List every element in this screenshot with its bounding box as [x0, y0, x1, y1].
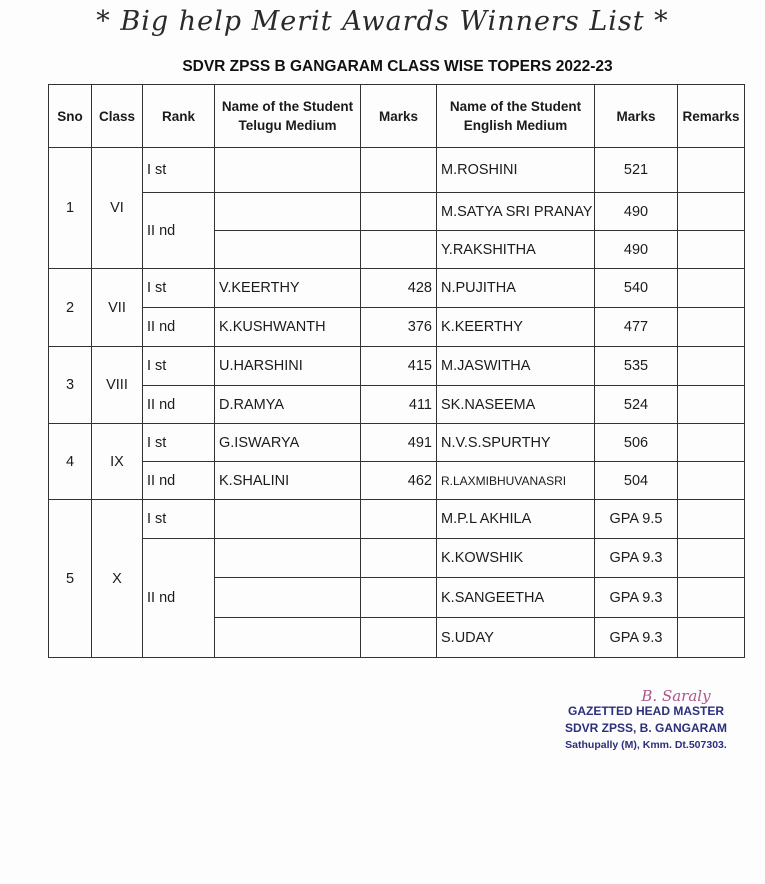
english-marks-cell: GPA 9.3: [595, 539, 678, 578]
remarks-cell: [678, 308, 745, 347]
remarks-cell: [678, 424, 745, 462]
telugu-marks-cell: [361, 193, 437, 231]
rank-cell: I st: [143, 269, 215, 308]
rank-cell: I st: [143, 500, 215, 539]
rank-cell: II nd: [143, 386, 215, 424]
english-name-cell: N.PUJITHA: [437, 269, 595, 308]
col-header-english-name: Name of the Student English Medium: [437, 85, 595, 148]
telugu-name-cell: V.KEERTHY: [215, 269, 361, 308]
class-cell: IX: [92, 424, 143, 500]
english-name-cell: R.LAXMIBHUVANASRI: [437, 462, 595, 500]
english-name-cell: S.UDAY: [437, 618, 595, 658]
english-marks-cell: 504: [595, 462, 678, 500]
telugu-name-cell: [215, 539, 361, 578]
toppers-table: [48, 84, 745, 658]
telugu-marks-cell: [361, 500, 437, 539]
rank-cell: I st: [143, 148, 215, 193]
english-marks-cell: 490: [595, 193, 678, 231]
stamp-line-title: GAZETTED HEAD MASTER: [568, 704, 724, 718]
telugu-marks-cell: 376: [361, 308, 437, 347]
stamp-line-address: Sathupally (M), Kmm. Dt.507303.: [565, 739, 727, 751]
sno-cell: 1: [49, 148, 92, 269]
english-name-cell: M.JASWITHA: [437, 347, 595, 386]
english-marks-cell: GPA 9.3: [595, 618, 678, 658]
headmaster-stamp: [536, 688, 756, 754]
table-row: [49, 308, 745, 347]
stamp-line-school: SDVR ZPSS, B. GANGARAM: [564, 721, 727, 735]
class-cell: X: [92, 500, 143, 658]
english-name-cell: K.KEERTHY: [437, 308, 595, 347]
telugu-name-cell: [215, 500, 361, 539]
table-row: [49, 386, 745, 424]
telugu-marks-cell: 428: [361, 269, 437, 308]
remarks-cell: [678, 347, 745, 386]
telugu-marks-cell: [361, 618, 437, 658]
telugu-name-cell: U.HARSHINI: [215, 347, 361, 386]
table-row: [49, 462, 745, 500]
english-marks-cell: 477: [595, 308, 678, 347]
telugu-name-cell: K.SHALINI: [215, 462, 361, 500]
english-marks-cell: GPA 9.3: [595, 578, 678, 618]
remarks-cell: [678, 462, 745, 500]
telugu-name-cell: [215, 578, 361, 618]
telugu-name-cell: [215, 231, 361, 269]
col-header-rank: Rank: [143, 85, 215, 148]
table-row: [49, 269, 745, 308]
telugu-marks-cell: 462: [361, 462, 437, 500]
english-marks-cell: 506: [595, 424, 678, 462]
col-header-english-marks: Marks: [595, 85, 678, 148]
table-header-row: [49, 85, 745, 148]
col-header-remarks: Remarks: [678, 85, 745, 148]
remarks-cell: [678, 618, 745, 658]
remarks-cell: [678, 539, 745, 578]
telugu-name-cell: D.RAMYA: [215, 386, 361, 424]
rank-cell: I st: [143, 347, 215, 386]
class-cell: VIII: [92, 347, 143, 424]
english-marks-cell: 535: [595, 347, 678, 386]
telugu-marks-cell: [361, 539, 437, 578]
english-name-cell: M.SATYA SRI PRANAY: [437, 193, 595, 231]
telugu-marks-cell: 411: [361, 386, 437, 424]
english-name-cell: M.P.L AKHILA: [437, 500, 595, 539]
table-row: [49, 148, 745, 193]
headmaster-signature: B. Saraly: [641, 687, 711, 705]
telugu-name-cell: G.ISWARYA: [215, 424, 361, 462]
english-name-cell: SK.NASEEMA: [437, 386, 595, 424]
english-name-cell: K.KOWSHIK: [437, 539, 595, 578]
english-marks-cell: 524: [595, 386, 678, 424]
class-cell: VI: [92, 148, 143, 269]
sno-cell: 3: [49, 347, 92, 424]
english-name-cell: K.SANGEETHA: [437, 578, 595, 618]
rank-cell: II nd: [143, 539, 215, 658]
telugu-name-cell: K.KUSHWANTH: [215, 308, 361, 347]
rank-cell: II nd: [143, 308, 215, 347]
class-cell: VII: [92, 269, 143, 347]
rank-cell: I st: [143, 424, 215, 462]
remarks-cell: [678, 231, 745, 269]
col-header-telugu-name: Name of the Student Telugu Medium: [215, 85, 361, 148]
english-marks-cell: 490: [595, 231, 678, 269]
table-row: [49, 193, 745, 231]
rank-cell: II nd: [143, 462, 215, 500]
document-subtitle: SDVR ZPSS B GANGARAM CLASS WISE TOPERS 2022-23: [182, 58, 613, 75]
col-header-sno: Sno: [49, 85, 92, 148]
telugu-marks-cell: [361, 578, 437, 618]
remarks-cell: [678, 578, 745, 618]
remarks-cell: [678, 500, 745, 539]
table-row: [49, 347, 745, 386]
remarks-cell: [678, 148, 745, 193]
table-row: [49, 500, 745, 539]
table-row: [49, 424, 745, 462]
sno-cell: 4: [49, 424, 92, 500]
table-row: [49, 539, 745, 578]
english-name-cell: M.ROSHINI: [437, 148, 595, 193]
sno-cell: 5: [49, 500, 92, 658]
english-marks-cell: 540: [595, 269, 678, 308]
telugu-marks-cell: [361, 231, 437, 269]
col-header-class: Class: [92, 85, 143, 148]
english-name-cell: Y.RAKSHITHA: [437, 231, 595, 269]
rank-cell: II nd: [143, 193, 215, 269]
telugu-marks-cell: 491: [361, 424, 437, 462]
english-marks-cell: GPA 9.5: [595, 500, 678, 539]
handwritten-title: * Big help Merit Awards Winners List *: [96, 6, 669, 37]
remarks-cell: [678, 386, 745, 424]
remarks-cell: [678, 269, 745, 308]
sno-cell: 2: [49, 269, 92, 347]
telugu-marks-cell: 415: [361, 347, 437, 386]
english-marks-cell: 521: [595, 148, 678, 193]
telugu-name-cell: [215, 193, 361, 231]
col-header-telugu-marks: Marks: [361, 85, 437, 148]
english-name-cell: N.V.S.SPURTHY: [437, 424, 595, 462]
telugu-name-cell: [215, 148, 361, 193]
remarks-cell: [678, 193, 745, 231]
telugu-name-cell: [215, 618, 361, 658]
telugu-marks-cell: [361, 148, 437, 193]
